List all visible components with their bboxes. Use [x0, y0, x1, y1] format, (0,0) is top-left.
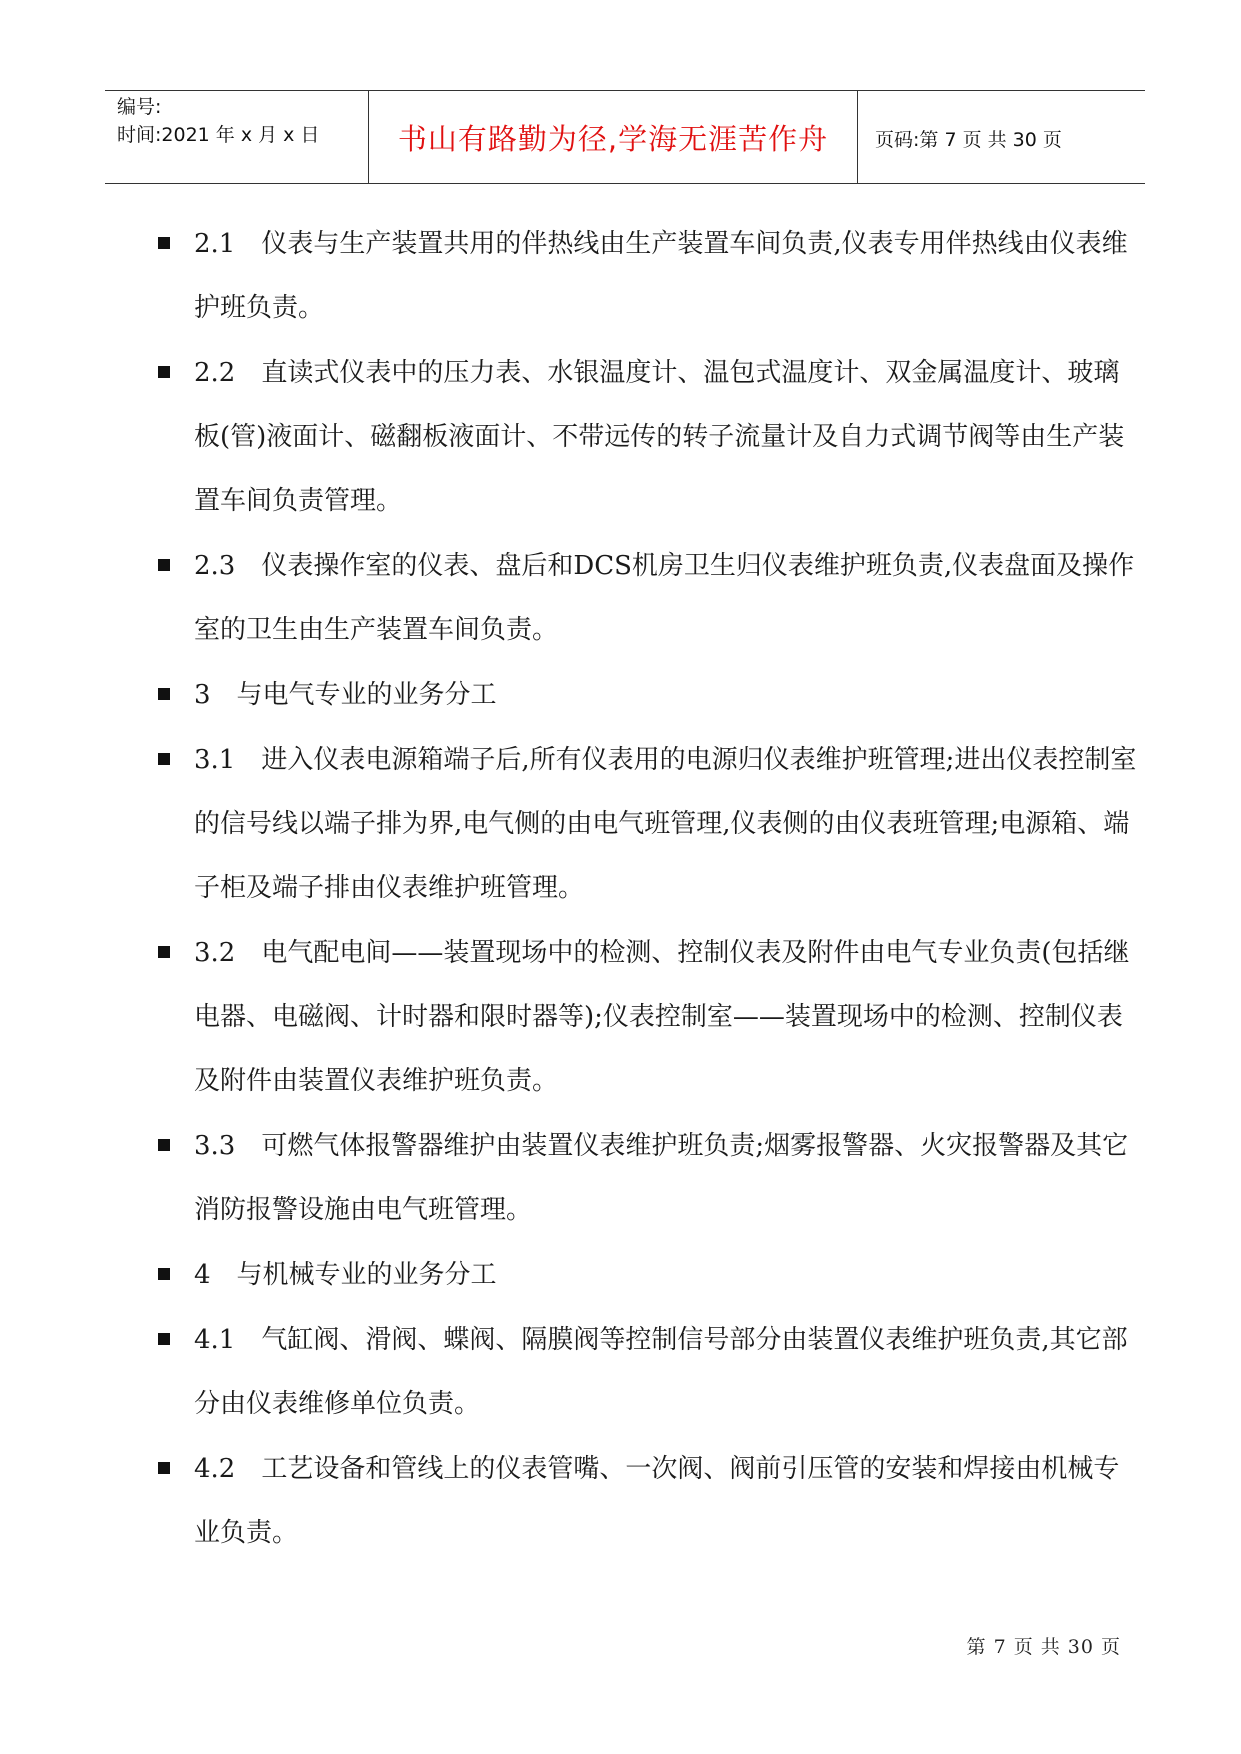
document-body	[158, 212, 1138, 1566]
item-text: 电气配电间——装置现场中的检测、控制仪表及附件由电气专业负责(包括继电器、电磁阀、计时器和限时器等);仪表控制室——装置现场中的检测、控制仪表及附件由装置仪表维护班负责。	[194, 938, 1130, 1096]
item-number: 4	[194, 1260, 211, 1290]
square-bullet-icon	[158, 559, 170, 571]
square-bullet-icon	[158, 688, 170, 700]
header-page-number: 页码:第 7 页 共 30 页	[875, 129, 1062, 151]
square-bullet-icon	[158, 1333, 170, 1345]
item-number: 2.3	[194, 551, 236, 581]
item-number: 4.1	[194, 1325, 236, 1355]
item-number: 3.3	[194, 1131, 236, 1161]
item-text: 进入仪表电源箱端子后,所有仪表用的电源归仪表维护班管理;进出仪表控制室的信号线以端子排为界,电气侧的由电气班管理,仪表侧的由仪表班管理;电源箱、端子柜及端子排由仪表维护班管理。	[194, 745, 1137, 903]
page-footer: 第 7 页 共 30 页	[966, 1636, 1121, 1658]
square-bullet-icon	[158, 366, 170, 378]
square-bullet-icon	[158, 753, 170, 765]
item-number: 3	[194, 680, 211, 710]
item-number: 4.2	[194, 1454, 236, 1484]
square-bullet-icon	[158, 1268, 170, 1280]
list-item	[158, 1114, 1138, 1242]
item-number: 2.1	[194, 229, 236, 259]
square-bullet-icon	[158, 946, 170, 958]
item-number: 2.2	[194, 358, 236, 388]
item-text: 工艺设备和管线上的仪表管嘴、一次阀、阀前引压管的安装和焊接由机械专业负责。	[194, 1454, 1120, 1548]
number-label: 编号:	[117, 96, 162, 118]
list-item	[158, 663, 1138, 727]
list-item	[158, 534, 1138, 662]
item-text: 与电气专业的业务分工	[236, 680, 497, 710]
page-header	[105, 90, 1145, 184]
square-bullet-icon	[158, 1462, 170, 1474]
item-text: 直读式仪表中的压力表、水银温度计、温包式温度计、双金属温度计、玻璃板(管)液面计、磁翻板液面计、不带远传的转子流量计及自力式调节阀等由生产装置车间负责管理。	[194, 358, 1125, 516]
square-bullet-icon	[158, 1139, 170, 1151]
item-text: 可燃气体报警器维护由装置仪表维护班负责;烟雾报警器、火灾报警器及其它消防报警设施由电气班管理。	[194, 1131, 1129, 1225]
item-text: 与机械专业的业务分工	[236, 1260, 497, 1290]
square-bullet-icon	[158, 237, 170, 249]
item-number: 3.1	[194, 745, 236, 775]
header-divider	[857, 91, 858, 183]
list-item	[158, 212, 1138, 340]
item-text: 仪表操作室的仪表、盘后和DCS机房卫生归仪表维护班负责,仪表盘面及操作室的卫生由生产装置车间负责。	[194, 551, 1135, 645]
list-item	[158, 1437, 1138, 1565]
list-item	[158, 728, 1138, 920]
list-item	[158, 1308, 1138, 1436]
item-text: 仪表与生产装置共用的伴热线由生产装置车间负责,仪表专用伴热线由仪表维护班负责。	[194, 229, 1128, 323]
header-meta	[117, 93, 319, 149]
list-item	[158, 1243, 1138, 1307]
item-text: 气缸阀、滑阀、蝶阀、隔膜阀等控制信号部分由装置仪表维护班负责,其它部分由仪表维修单位负责。	[194, 1325, 1128, 1419]
item-number: 3.2	[194, 938, 236, 968]
time-label: 时间:2021 年 x 月 x 日	[117, 124, 320, 146]
header-motto: 书山有路勤为径,学海无涯苦作舟	[397, 122, 829, 156]
list-item	[158, 921, 1138, 1113]
list-item	[158, 341, 1138, 533]
